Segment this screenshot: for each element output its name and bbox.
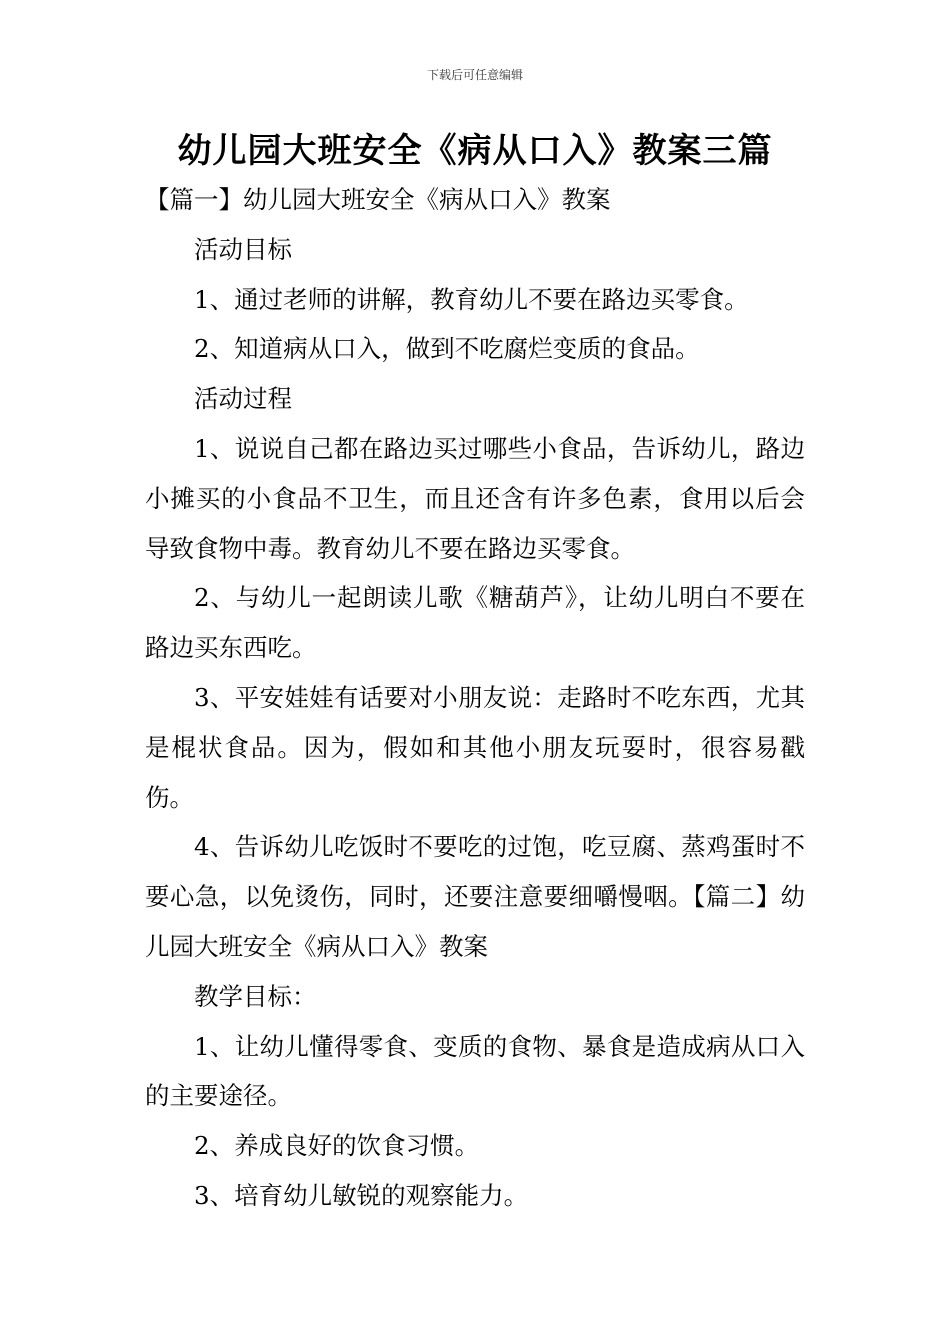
heading-teaching-goals: 教学目标： [194,981,317,1011]
document-title: 幼儿园大班安全《病从口入》教案三篇 [177,131,773,171]
paragraph: 2、知道病从口入，做到不吃腐烂变质的食品。 [194,334,700,364]
paragraph: 4、告诉幼儿吃饭时不要吃的过饱，吃豆腐、蒸鸡蛋时不要心急，以免烫伤，同时，还要注意要细嚼慢咽。【篇二】幼儿园大班安全《病从口入》教案 [145,832,805,961]
paragraph: 1、说说自己都在路边买过哪些小食品，告诉幼儿，路边小摊买的小食品不卫生，而且还含有许多色素，食用以后会导致食物中毒。教育幼儿不要在路边买零食。 [145,433,805,563]
section-one-heading: 【篇一】幼儿园大班安全《病从口入》教案 [145,185,611,214]
heading-activity-process: 活动过程 [194,384,292,414]
paragraph: 3、培育幼儿敏锐的观察能力。 [194,1180,529,1210]
paragraph: 1、让幼儿懂得零食、变质的食物、暴食是造成病从口入的主要途径。 [145,1031,805,1111]
paragraph: 3、平安娃娃有话要对小朋友说：走路时不吃东西，尤其是棍状食品。因为，假如和其他小朋友玩耍时，很容易戳伤。 [145,682,805,812]
header-note: 下载后可任意编辑 [426,68,523,82]
paragraph: 1、通过老师的讲解，教育幼儿不要在路边买零食。 [194,284,749,314]
heading-activity-goals: 活动目标 [194,234,292,264]
document-body [145,175,805,1221]
paragraph: 2、养成良好的饮食习惯。 [194,1131,480,1161]
paragraph: 2、与幼儿一起朗读儿歌《糖葫芦》，让幼儿明白不要在路边买东西吃。 [145,583,805,663]
